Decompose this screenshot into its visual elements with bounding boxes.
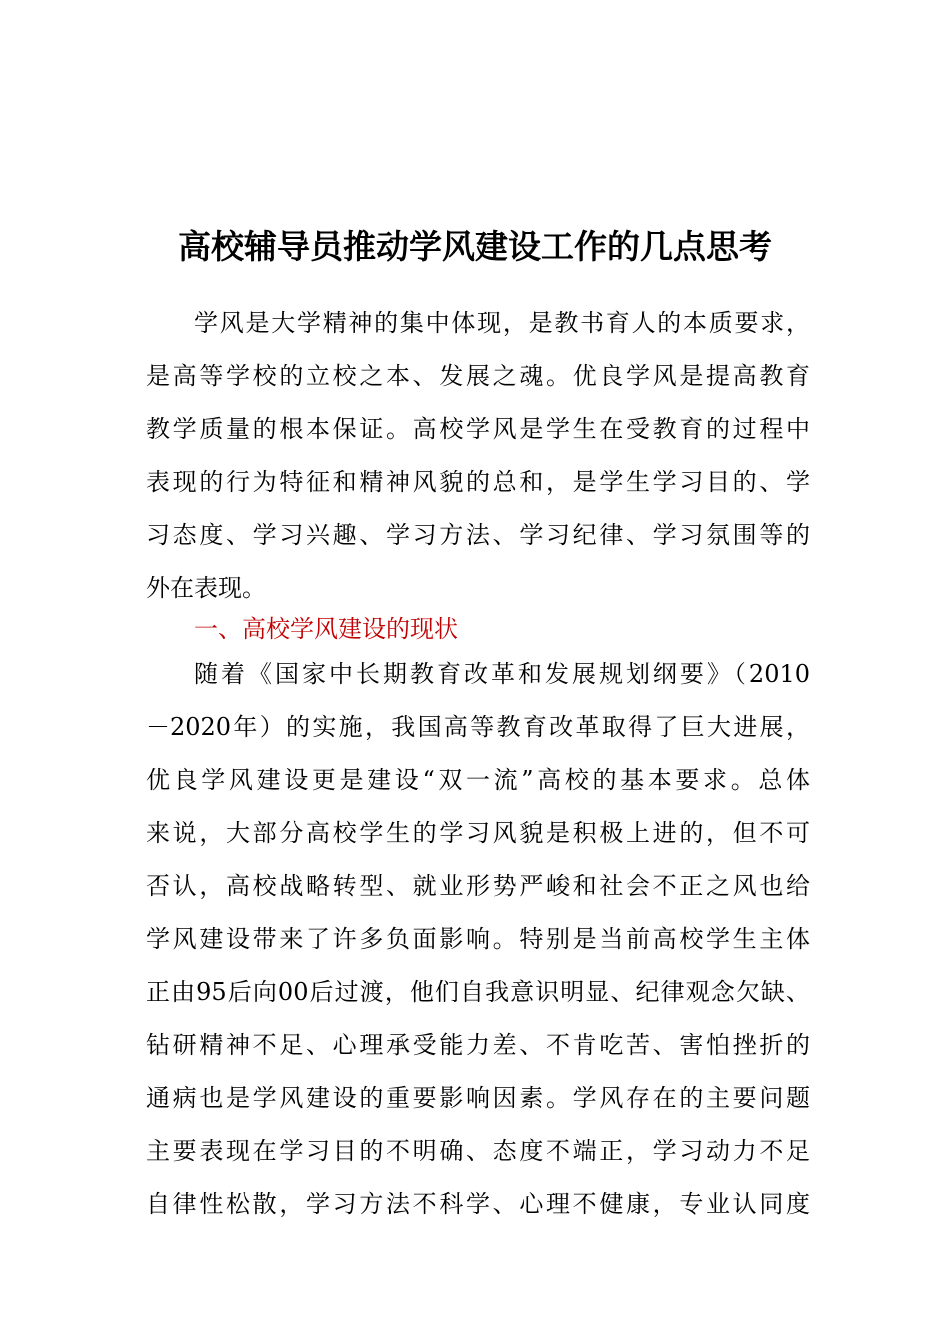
paragraph-line: 主要表现在学习目的不明确、态度不端正，学习动力不足 bbox=[146, 1137, 810, 1165]
paragraph-line: 学风建设带来了许多负面影响。特别是当前高校学生主体 bbox=[146, 925, 810, 953]
paragraph-line: 教学质量的根本保证。高校学风是学生在受教育的过程中 bbox=[146, 415, 810, 443]
document-title: 高校辅导员推动学风建设工作的几点思考 bbox=[178, 227, 772, 266]
paragraph-line: 钻研精神不足、心理承受能力差、不肯吃苦、害怕挫折的 bbox=[146, 1031, 810, 1059]
paragraph-line: 习态度、学习兴趣、学习方法、学习纪律、学习氛围等的 bbox=[146, 521, 810, 549]
paragraph-status bbox=[146, 648, 810, 1231]
paragraph-intro bbox=[146, 297, 810, 615]
paragraph-line: 来说，大部分高校学生的学习风貌是积极上进的，但不可 bbox=[146, 819, 810, 847]
section-heading: 一、高校学风建设的现状 bbox=[194, 615, 458, 643]
paragraph-line: 通病也是学风建设的重要影响因素。学风存在的主要问题 bbox=[146, 1084, 810, 1112]
paragraph-line: 是高等学校的立校之本、发展之魂。优良学风是提高教育 bbox=[146, 362, 810, 390]
paragraph-line: 外在表现。 bbox=[146, 574, 266, 602]
paragraph-line: 自律性松散，学习方法不科学、心理不健康，专业认同度 bbox=[146, 1190, 810, 1218]
paragraph-line: 正由95后向00后过渡，他们自我意识明显、纪律观念欠缺、 bbox=[146, 978, 810, 1006]
paragraph-line: 随着《国家中长期教育改革和发展规划纲要》（2010 bbox=[194, 660, 810, 688]
paragraph-line: 学风是大学精神的集中体现，是教书育人的本质要求， bbox=[194, 309, 810, 337]
paragraph-line: 表现的行为特征和精神风貌的总和，是学生学习目的、学 bbox=[146, 468, 810, 496]
paragraph-line: 否认，高校战略转型、就业形势严峻和社会不正之风也给 bbox=[146, 872, 810, 900]
paragraph-line: 优良学风建设更是建设“双一流”高校的基本要求。总体 bbox=[146, 766, 810, 794]
paragraph-line: －2020年）的实施，我国高等教育改革取得了巨大进展， bbox=[146, 713, 810, 741]
